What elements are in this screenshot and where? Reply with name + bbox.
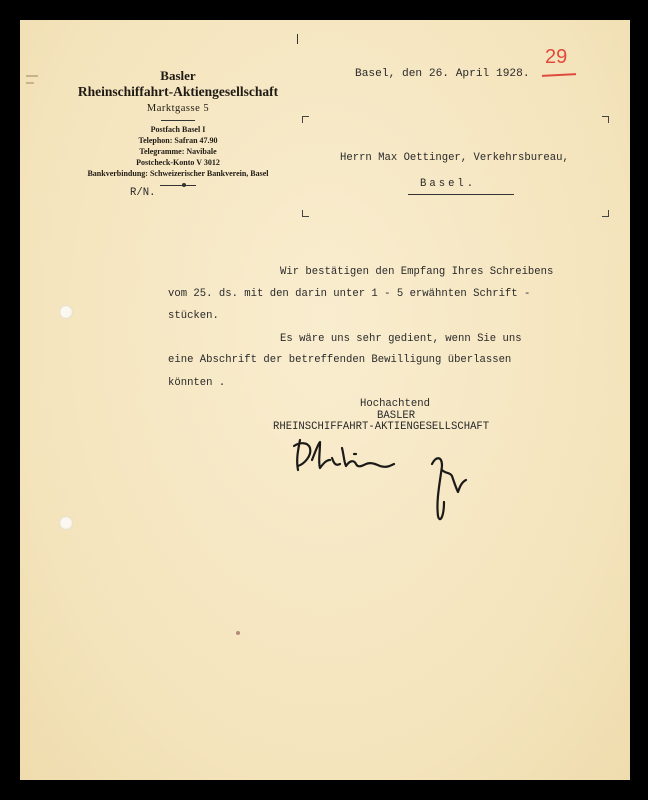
recipient-underline bbox=[408, 194, 514, 195]
company-name-line1: Basler bbox=[160, 68, 196, 83]
closing-company-line1: BASLER bbox=[377, 410, 416, 422]
recipient-line2: Basel. bbox=[420, 178, 477, 190]
edge-mark bbox=[26, 75, 38, 77]
edge-mark bbox=[26, 82, 34, 84]
letterhead-divider-2 bbox=[160, 185, 196, 186]
address-window-corner bbox=[302, 116, 309, 123]
page-number-underline bbox=[542, 73, 576, 77]
address-window-corner bbox=[602, 210, 609, 217]
body-line: stücken. bbox=[168, 310, 219, 322]
company-postfach: Postfach Basel I bbox=[150, 125, 206, 134]
body-line: Es wäre uns sehr gedient, wenn Sie uns bbox=[280, 333, 522, 345]
closing-greeting: Hochachtend bbox=[360, 398, 430, 410]
closing-company-line2: RHEINSCHIFFAHRT-AKTIENGESELLSCHAFT bbox=[273, 421, 490, 433]
body-line: eine Abschrift der betreffenden Bewilligung überlassen bbox=[168, 354, 512, 366]
body-line: vom 25. ds. mit den darin unter 1 - 5 erwähnten Schrift - bbox=[168, 288, 531, 300]
body-line: könnten . bbox=[168, 377, 226, 389]
company-bank: Bankverbindung: Schweizerischer Bankverein, Basel bbox=[87, 169, 269, 178]
company-telephon: Telephon: Safran 47.90 bbox=[138, 136, 218, 145]
ink-spot bbox=[236, 631, 240, 635]
company-postcheck: Postcheck-Konto V 3012 bbox=[136, 158, 220, 167]
fold-mark bbox=[297, 34, 298, 44]
letter-date: Basel, den 26. April 1928. bbox=[355, 68, 530, 80]
address-window-corner bbox=[602, 116, 609, 123]
handwritten-signatures bbox=[290, 430, 490, 540]
punch-hole bbox=[59, 305, 73, 319]
page-number: 29 bbox=[545, 46, 568, 68]
address-window-corner bbox=[302, 210, 309, 217]
company-name-line2: Rheinschiffahrt-Aktiengesellschaft bbox=[77, 84, 279, 99]
letter-page bbox=[20, 20, 630, 780]
letterhead bbox=[68, 68, 288, 186]
recipient-line1: Herrn Max Oettinger, Verkehrsbureau, bbox=[340, 152, 569, 164]
company-street: Marktgasse 5 bbox=[146, 103, 210, 114]
body-line: Wir bestätigen den Empfang Ihres Schreibens bbox=[280, 266, 554, 278]
punch-hole bbox=[59, 516, 73, 530]
company-telegramme: Telegramme: Navibale bbox=[139, 147, 217, 156]
letterhead-divider bbox=[161, 120, 195, 121]
reference-code: R/N. bbox=[130, 187, 156, 199]
